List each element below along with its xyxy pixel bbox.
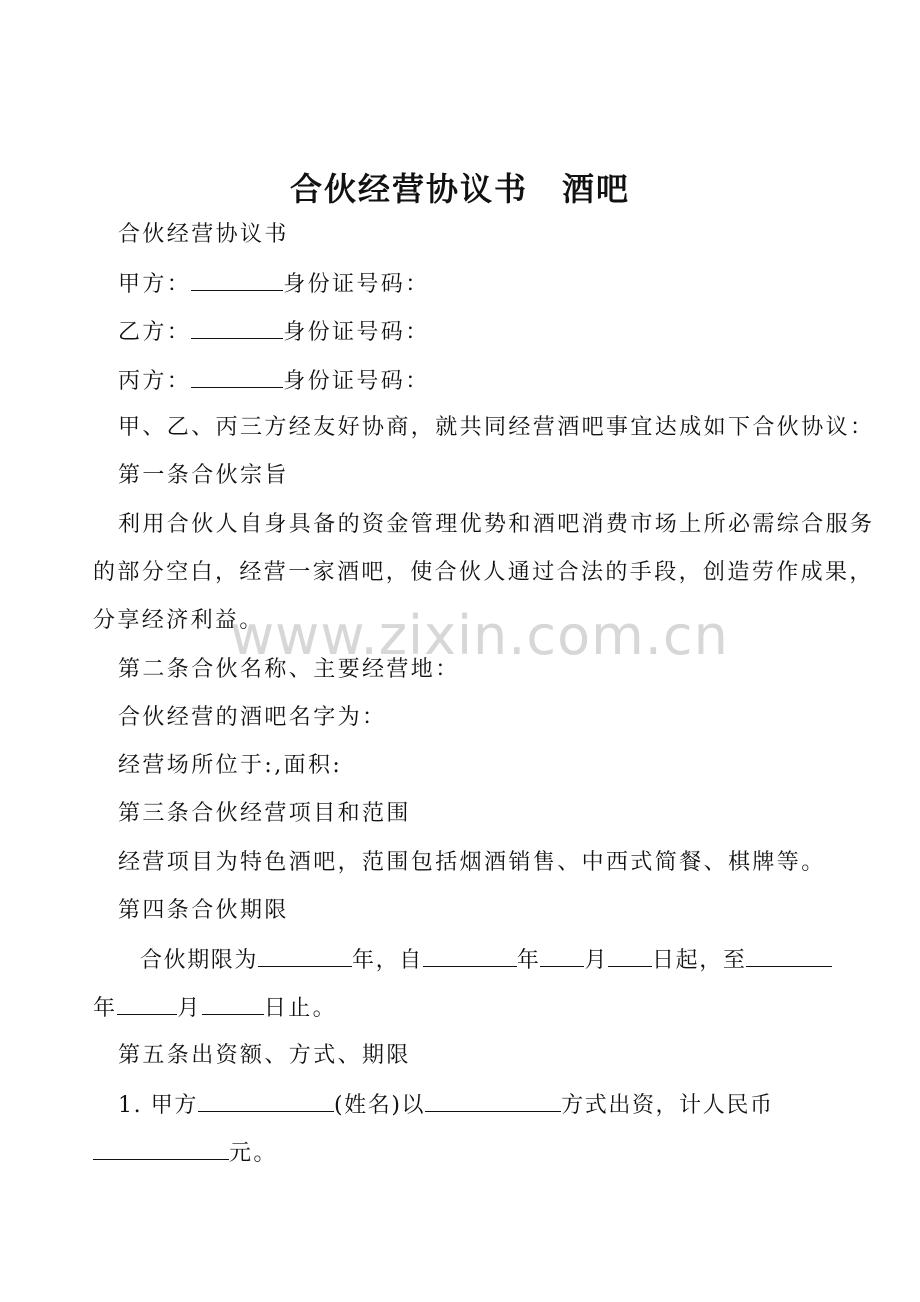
party-b-blank: [191, 316, 283, 339]
start-year-blank: [423, 944, 517, 967]
article-5-title: 第五条出资额、方式、期限: [118, 1043, 411, 1068]
start-month-blank: [540, 944, 584, 967]
party-c-id-label: 身份证号码：: [283, 369, 430, 394]
intro-paragraph: 甲、乙、丙三方经友好协商，就共同经营酒吧事宜达成如下合伙协议：: [118, 415, 875, 440]
contribution-method-blank: [425, 1089, 561, 1112]
watermark: www.zixin.com.cn: [230, 604, 729, 667]
article-4-title: 第四条合伙期限: [118, 898, 289, 923]
term-text-1: 合伙期限为: [140, 948, 259, 973]
article-5-line-1: [118, 1089, 774, 1121]
term-text-7: 月: [177, 996, 202, 1021]
term-text-6: 年: [93, 996, 118, 1021]
party-c-label: 丙方：: [118, 369, 192, 394]
art5-text-4: 元。: [229, 1141, 278, 1166]
article-4-term-line: [140, 944, 832, 976]
party-a-line: [118, 268, 430, 300]
party-b-id-label: 身份证号码：: [283, 320, 430, 345]
party-c-blank: [191, 365, 283, 388]
party-a-id-label: 身份证号码：: [283, 272, 430, 297]
term-text-3: 年: [516, 948, 541, 973]
article-1-line-2: 的部分空白，经营一家酒吧，使合伙人通过合法的手段，创造劳作成果，: [93, 560, 874, 585]
article-4-term-line-2: [93, 992, 337, 1024]
start-day-blank: [608, 944, 652, 967]
party-c-line: [118, 365, 430, 397]
article-3-title: 第三条合伙经营项目和范围: [118, 801, 411, 826]
article-5-line-2: [93, 1137, 278, 1169]
term-text-5: 日起，至: [652, 948, 747, 973]
art5-text-1: 1. 甲方: [118, 1093, 198, 1118]
article-2-name: 合伙经营的酒吧名字为：: [118, 705, 387, 730]
end-month-blank: [117, 992, 177, 1015]
article-1-line-3: 分享经济利益。: [93, 608, 264, 633]
amount-blank: [93, 1137, 229, 1160]
art5-text-2: (姓名)以: [333, 1093, 426, 1118]
article-3-body: 经营项目为特色酒吧，范围包括烟酒销售、中西式简餐、棋牌等。: [118, 850, 826, 875]
article-1-title: 第一条合伙宗旨: [118, 463, 289, 488]
party-b-line: [118, 316, 430, 348]
article-2-place: 经营场所位于:,面积:: [118, 753, 343, 778]
article-1-line-1: 利用合伙人自身具备的资金管理优势和酒吧消费市场上所必需综合服务: [118, 512, 875, 537]
article-2-title: 第二条合伙名称、主要经营地：: [118, 657, 460, 682]
term-text-8: 日止。: [263, 996, 338, 1021]
party-b-label: 乙方：: [118, 320, 192, 345]
term-text-2: 年，自: [352, 948, 423, 973]
art5-text-3: 方式出资，计人民币: [561, 1093, 774, 1118]
end-day-blank: [202, 992, 264, 1015]
party-a-name-blank: [198, 1089, 334, 1112]
end-year-blank: [746, 944, 832, 967]
document-title: 合伙经营协议书 酒吧: [289, 170, 630, 208]
term-text-4: 月: [584, 948, 609, 973]
party-a-label: 甲方：: [118, 272, 192, 297]
term-years-blank: [258, 944, 352, 967]
subtitle: 合伙经营协议书: [118, 222, 289, 247]
party-a-blank: [191, 268, 283, 291]
